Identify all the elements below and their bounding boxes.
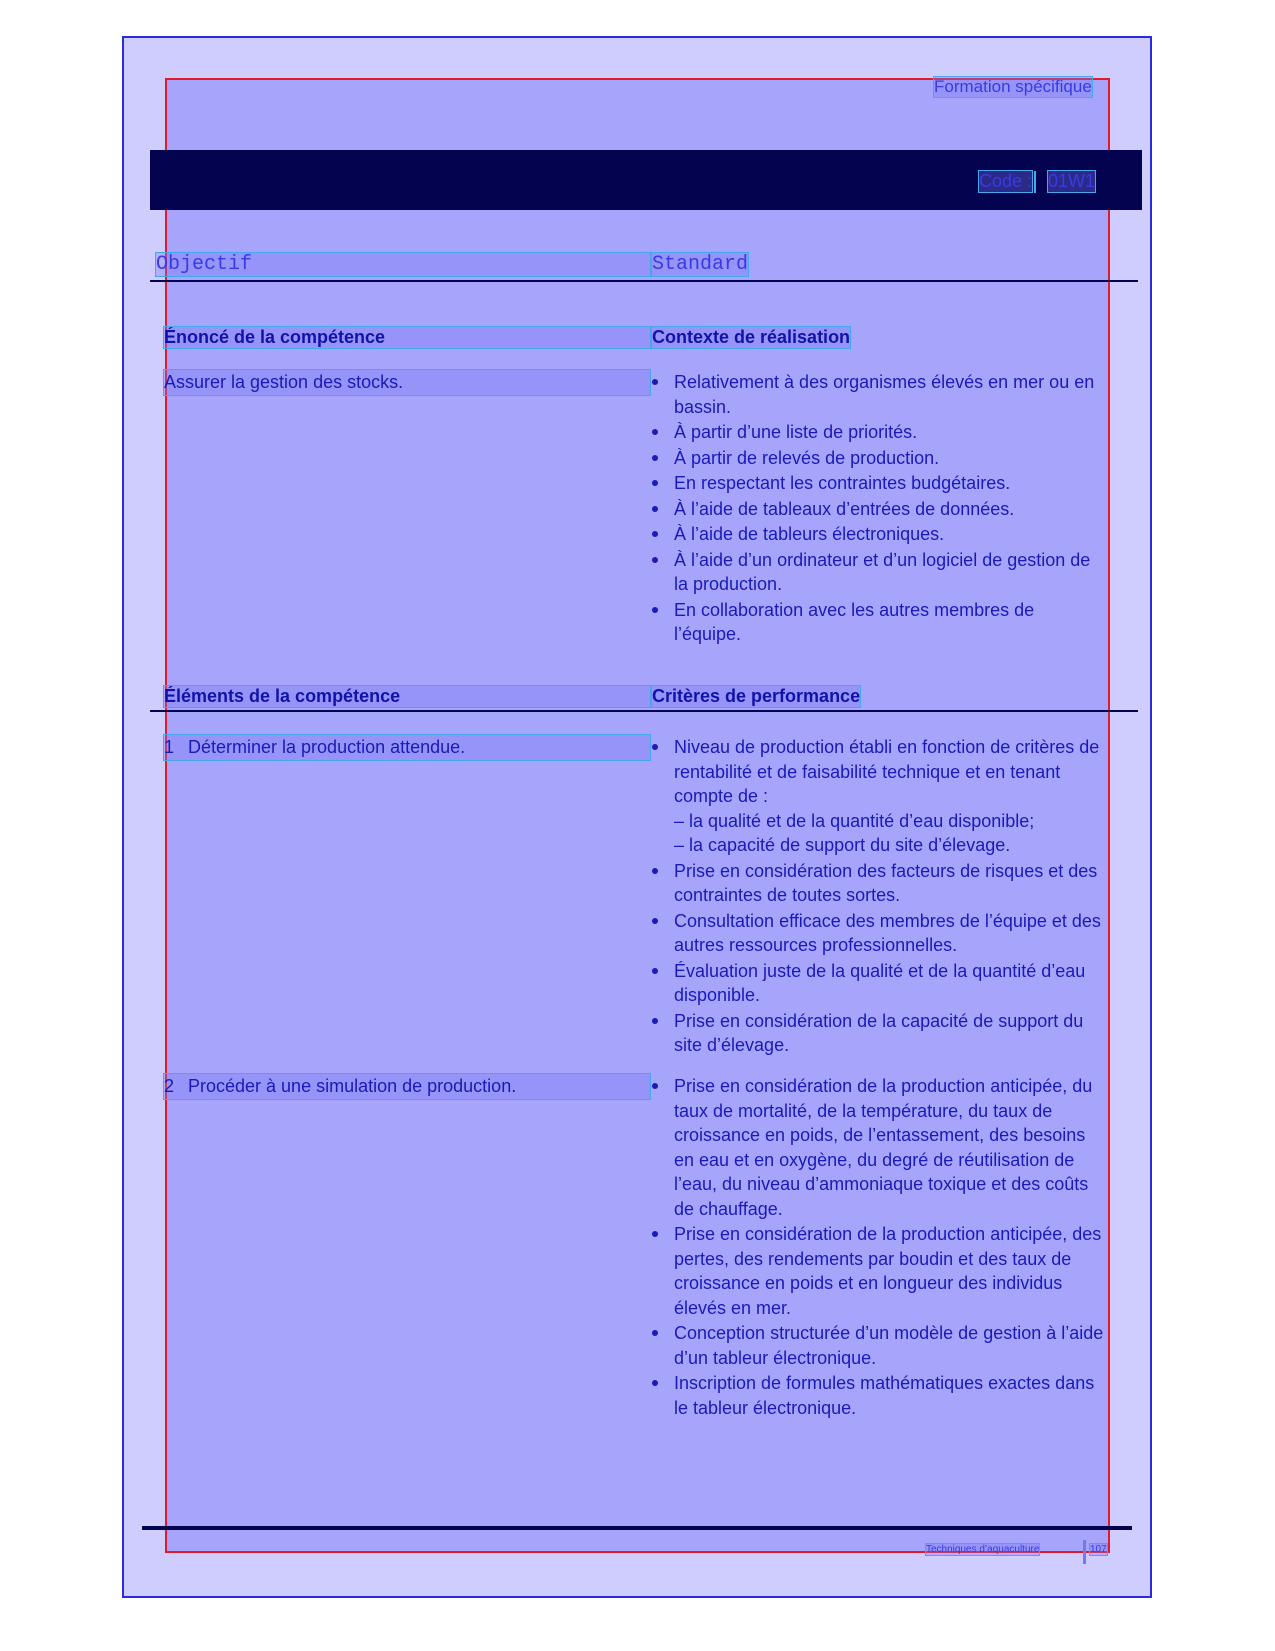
list-item: Inscription de formules mathématiques exactes dans le tableur électronique. xyxy=(652,1371,1108,1420)
list-item: À partir d’une liste de priorités. xyxy=(652,420,1102,445)
elements-heading: Éléments de la compétence xyxy=(164,686,650,707)
criteres-heading: Critères de performance xyxy=(652,686,861,706)
list-item: En respectant les contraintes budgétaires. xyxy=(652,471,1102,496)
enonce-heading: Énoncé de la compétence xyxy=(164,327,650,348)
context-list xyxy=(652,370,1102,648)
list-item: En collaboration avec les autres membres de l’équipe. xyxy=(652,598,1102,647)
contexte-heading: Contexte de réalisation xyxy=(652,327,851,347)
competence-statement: Assurer la gestion des stocks. xyxy=(164,370,650,395)
sub-criterion: – la capacité de support du site d’élevage. xyxy=(674,835,1011,855)
element-label: Déterminer la production attendue. xyxy=(188,737,466,757)
list-item: Prise en considération de la production anticipée, du taux de mortalité, de la température, du taux de croissance en poids, de l’entassement, des besoins en eau et en oxygène, du degré de réutilisation de l’eau, du niveau d’ammoniaque toxique et des coûts de chauffage. xyxy=(652,1074,1108,1221)
code-separator xyxy=(1034,171,1036,193)
criteria-list-1 xyxy=(652,735,1108,1059)
footer-separator xyxy=(1083,1540,1086,1564)
element-1 xyxy=(164,735,650,760)
footer-page-number: 107 xyxy=(1090,1544,1107,1555)
elements-rule xyxy=(150,710,1138,712)
footer-rule xyxy=(142,1526,1132,1530)
element-number: 1 xyxy=(164,737,175,757)
list-item: Prise en considération de la production anticipée, des pertes, des rendements par boudin et des taux de croissance en poids et en longueur des individus élevés en mer. xyxy=(652,1222,1108,1320)
list-item: À partir de relevés de production. xyxy=(652,446,1102,471)
list-item: À l’aide d’un ordinateur et d’un logiciel de gestion de la production. xyxy=(652,548,1102,597)
footer-program: Techniques d’aquaculture xyxy=(926,1544,1040,1555)
list-item: Prise en considération des facteurs de risques et des contraintes de toutes sortes. xyxy=(652,859,1108,908)
standard-title: Standard xyxy=(652,253,749,276)
list-item: Relativement à des organismes élevés en mer ou en bassin. xyxy=(652,370,1102,419)
sub-criterion: – la qualité et de la quantité d’eau disponible; xyxy=(674,810,1035,831)
element-number: 2 xyxy=(164,1076,175,1096)
code-label: Code : xyxy=(979,171,1033,191)
list-item: À l’aide de tableurs électroniques. xyxy=(652,522,1102,547)
list-item: À l’aide de tableaux d’entrées de données. xyxy=(652,497,1102,522)
list-item: Consultation efficace des membres de l’équipe et des autres ressources professionnelles. xyxy=(652,909,1108,958)
code-value: 01W1 xyxy=(1048,171,1096,191)
list-item: Conception structurée d’un modèle de gestion à l’aide d’un tableur électronique. xyxy=(652,1321,1108,1370)
objectif-title: Objectif xyxy=(156,253,650,276)
list-item: Prise en considération de la capacité de support du site d’élevage. xyxy=(652,1009,1108,1058)
header-rule xyxy=(150,280,1138,282)
element-2 xyxy=(164,1074,650,1099)
list-item: Évaluation juste de la qualité et de la quantité d’eau disponible. xyxy=(652,959,1108,1008)
header-label: Formation spécifique xyxy=(934,77,1092,96)
element-label: Procéder à une simulation de production. xyxy=(188,1076,517,1096)
criteria-list-2 xyxy=(652,1074,1108,1421)
list-item: Niveau de production établi en fonction de critères de rentabilité et de faisabilité technique et en tenant compte de : – la qualité et de la quantité d’eau disponible; – la capacité de support du site d’élevage. xyxy=(652,735,1108,858)
